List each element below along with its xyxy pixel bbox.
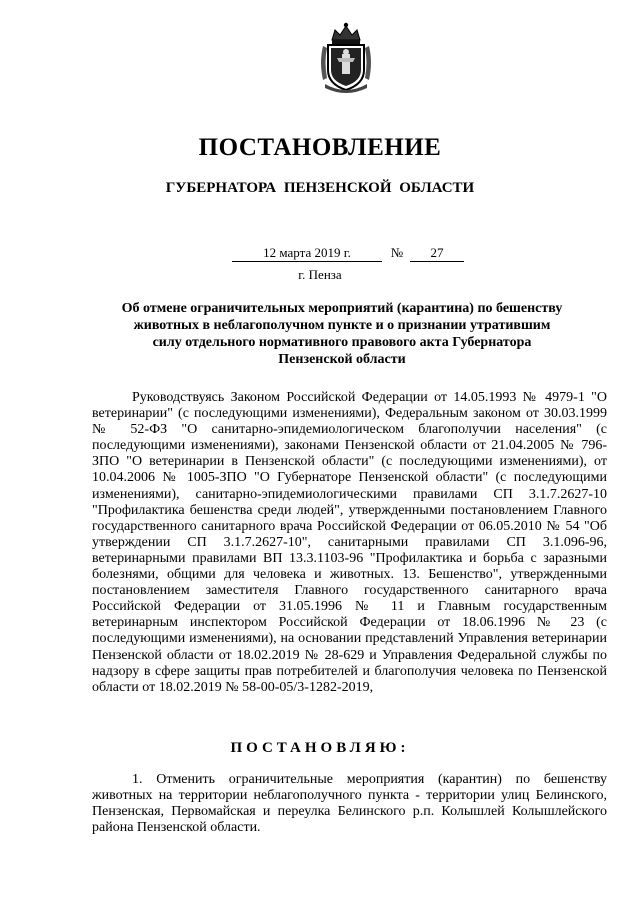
preamble-paragraph: Руководствуясь Законом Российской Федерации от 14.05.1993 № 4979-1 "О ветеринарии" (с последующими изменениями), Федеральным законом от 30.03.1999 № 52-ФЗ "О санитарно-эпидемиологическом благополучии населения" (с последующими изменениями), законами Пензенской области от 21.04.2005 № 796-ЗПО "О ветеринарии в Пензенской области" (с последующими изменениями), от 10.04.2006 № 1005-ЗПО "О Губернаторе Пензенской области" (с последующими изменениями), санитарно-эпидемиологическими правилами СП 3.1.7.2627-10 "Профилактика бешенства среди людей", утвержденными постановлением Главного государственного санитарного врача Российской Федерации от 06.05.2010 № 54 "Об утверждении СП 3.1.7.2627-10", санитарными правилами СП 3.1.096-96, ветеринарными правилами ВП 13.3.1103-96 "Профилактика и борьба с заразными болезнями, общими для человека и животных. 13. Бешенство", утвержденными постановлением заместителя Главного государственного санитарного врача Российской Федерации от 31.05.1996 № 11 и Главным государственным ветеринарным инспектором Российской Федерации от 18.06.1996 № 23 (с последующими изменениями), на основании представлений Управления ветеринарии Пензенской области от 18.02.2019 № 28-629 и Управления Федеральной службы по надзору в сфере защиты прав потребителей и благополучия человека по Пензенской области от 18.02.2019 № 58-00-05/3-1282-2019, — [92, 390, 607, 695]
number-sign: № — [390, 245, 404, 260]
decree-word: ПОСТАНОВЛЯЮ: — [230, 740, 410, 756]
document-title: ПОСТАНОВЛЕНИЕ — [198, 134, 442, 161]
document-city: г. Пенза — [298, 267, 342, 282]
document-subtitle: ГУБЕРНАТОРА ПЕНЗЕНСКОЙ ОБЛАСТИ — [165, 180, 475, 196]
document-heading: Об отмене ограничительных мероприятий (карантина) по бешенству животных в неблагополучном пункте и о признании утратившим силу отдельного нормативного правового акта Губернатора Пензенской области — [121, 301, 563, 367]
coat-of-arms-icon — [317, 22, 375, 94]
document-date: 12 марта 2019 г. — [232, 246, 382, 262]
item-1-paragraph: 1. Отменить ограничительные мероприятия (карантин) по бешенству животных на территории неблагополучного пункта - территории улиц Белинского, Пензенская, Первомайская и переулка Белинского р.п. Колышлей Колышлейского района Пензенской области. — [92, 772, 607, 836]
document-number: 27 — [410, 246, 464, 262]
